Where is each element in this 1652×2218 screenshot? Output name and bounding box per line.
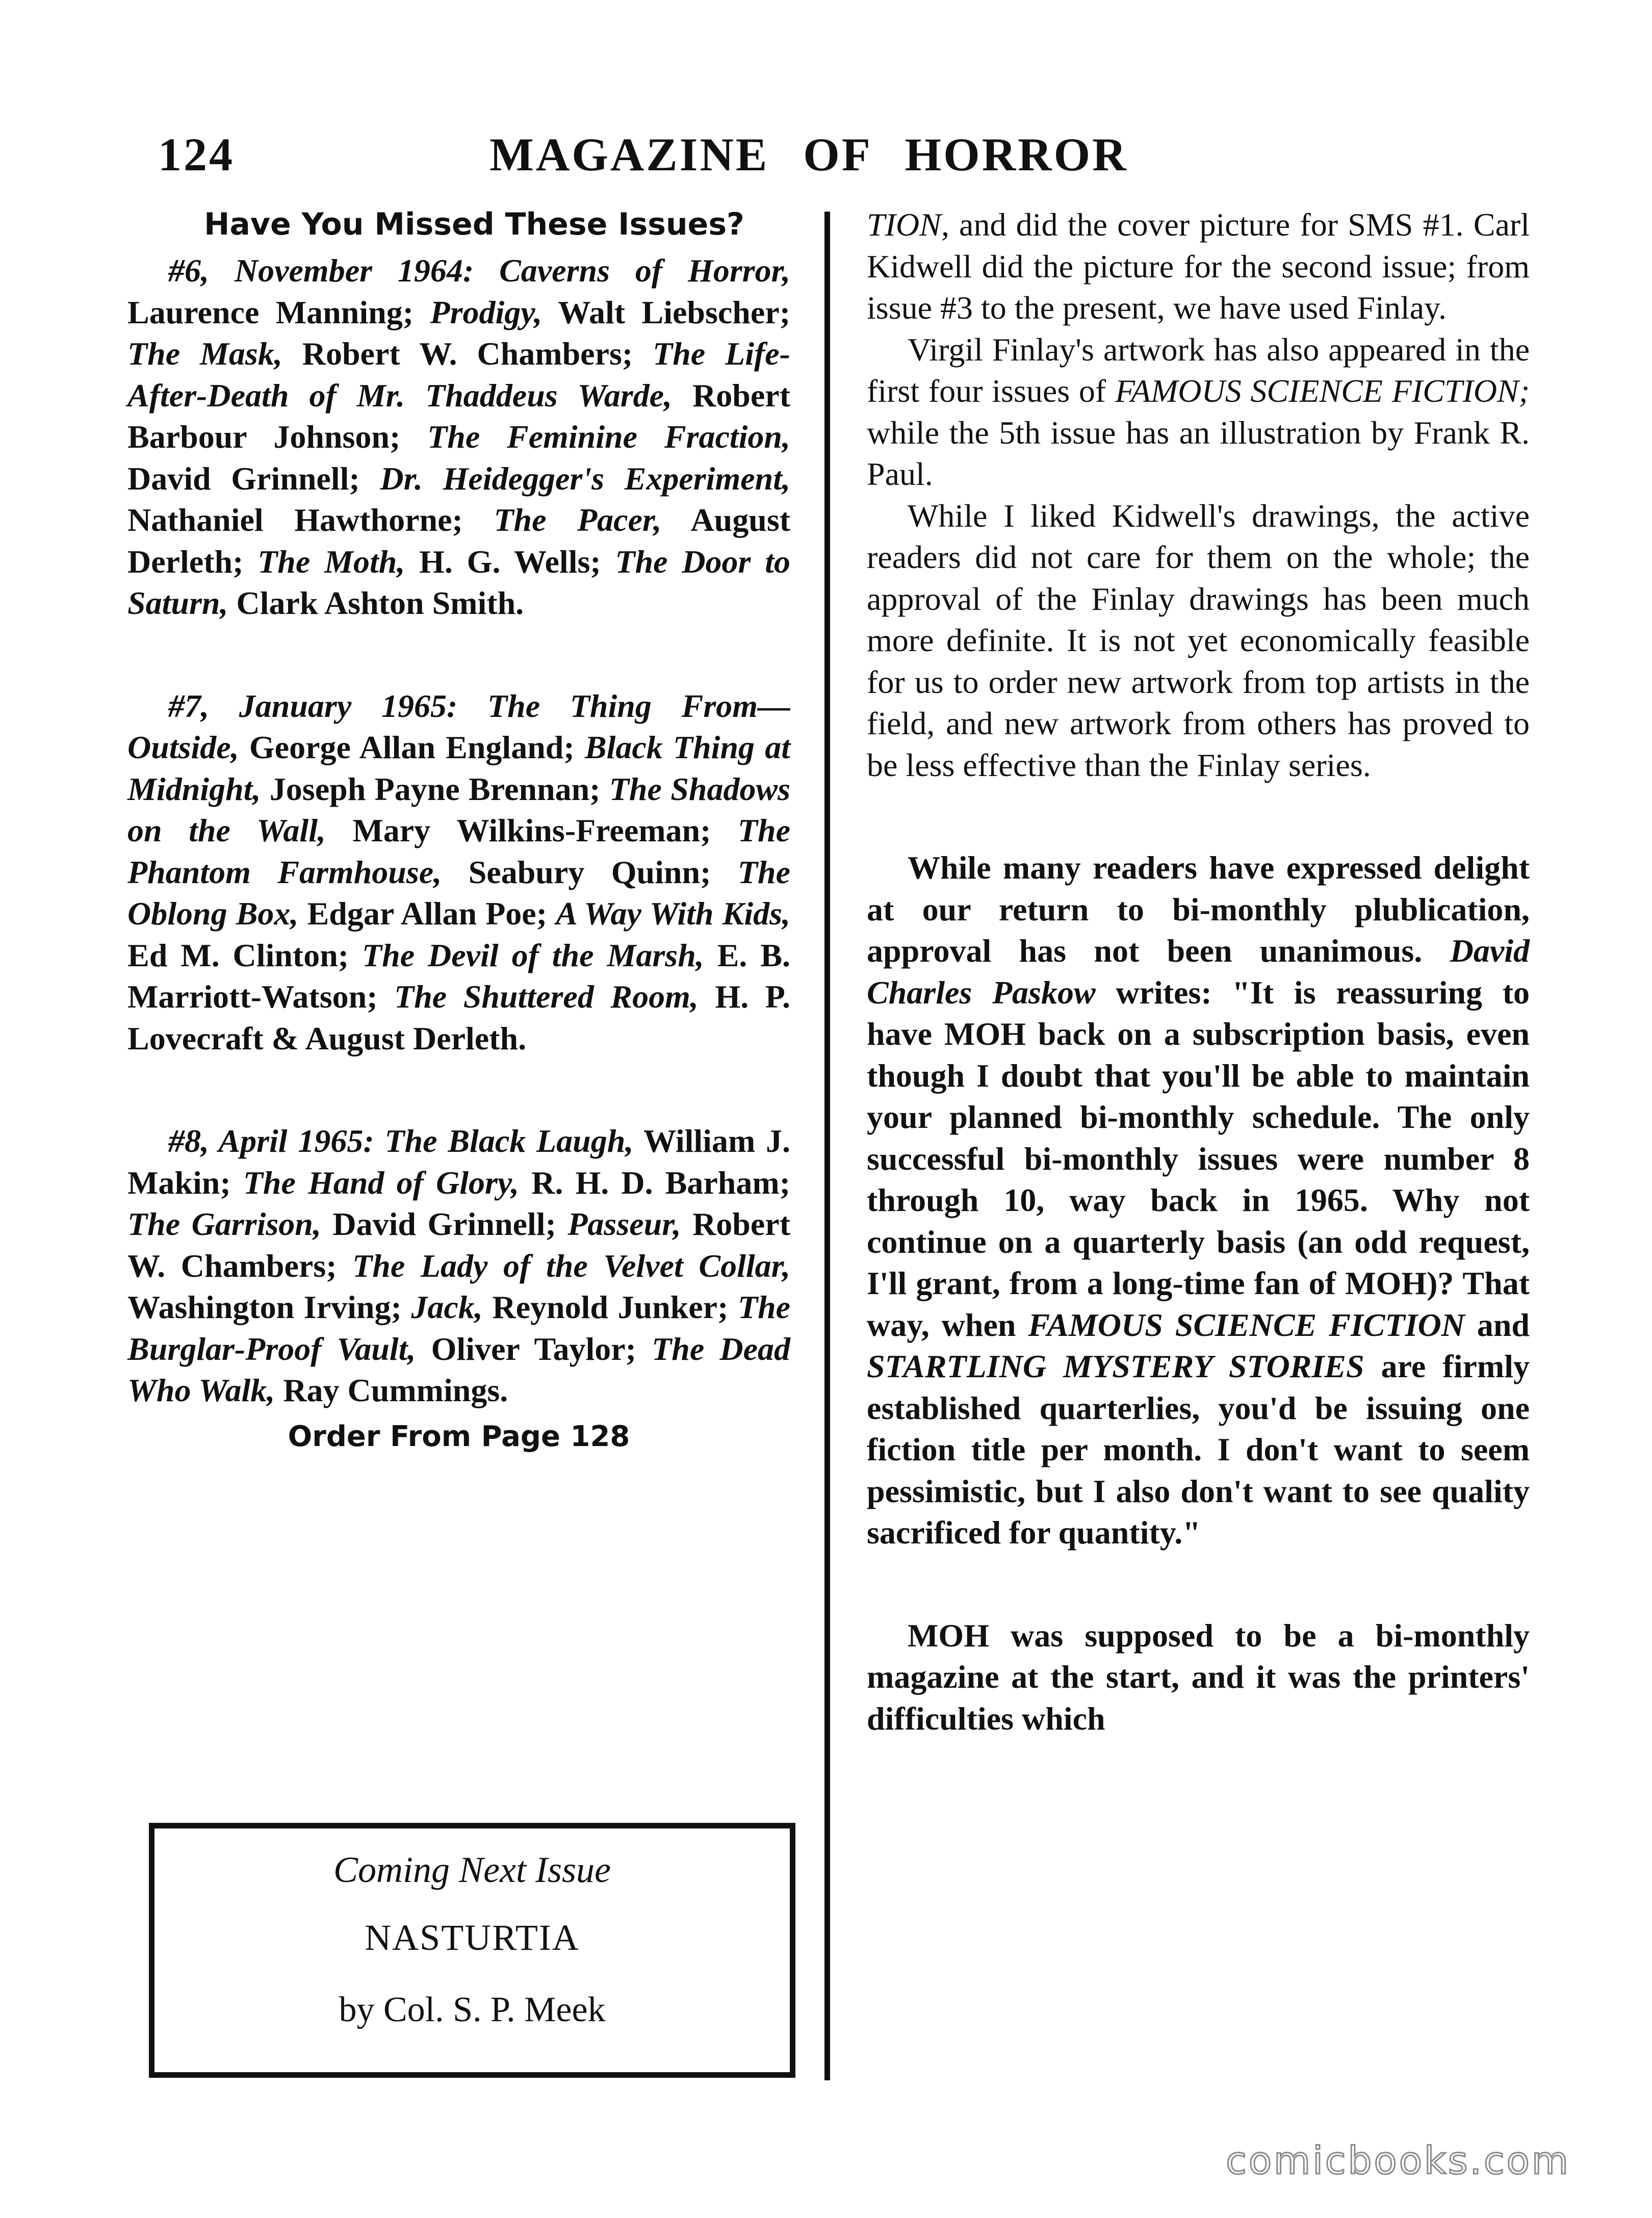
- paragraph-text: writes: "It is reassuring to have MOH back on a subscription basis, even though I doubt that you'll be able to maintain your planned bi-monthly schedule. The only successful bi-monthly issues were number 8 through 10, way back in 1965. Why not continue on a quarterly basis (an odd request, I'll grant, from a long-time fan of MOH)? That way, when: [867, 974, 1530, 1343]
- story-author: Oliver Taylor;: [431, 1330, 636, 1367]
- story-title: The Thing From—Outside,: [127, 687, 791, 765]
- coming-label: Coming Next Issue: [333, 1849, 611, 1890]
- spacer: [867, 1554, 1530, 1615]
- story-title: The Hand of Glory,: [243, 1164, 519, 1201]
- paragraph-text: While I liked Kidwell's drawings, the active readers did not care for them on the whole; the approval of the Finlay drawings has been much more definite. It is not yet economically feasible for us to order new artwork from top artists in the field, and new artwork from others has proved to be less effective than the Finlay series.: [867, 497, 1530, 783]
- story-author: Washington Irving;: [127, 1289, 402, 1325]
- story-author: Joseph Payne Brennan;: [269, 770, 601, 807]
- coming-story-author: by Col. S. P. Meek: [339, 1990, 606, 2029]
- issue-label: #8, April 1965:: [168, 1123, 374, 1159]
- story-title: Passeur,: [567, 1206, 681, 1242]
- story-author: David Grinnell;: [127, 460, 360, 497]
- left-column: [127, 204, 790, 1457]
- story-author: R. H. D. Barham;: [531, 1164, 791, 1201]
- paragraph-text: while the 5th issue has an illustration by Frank R. Paul.: [867, 414, 1530, 492]
- story-author: August Derleth;: [127, 502, 791, 580]
- spacer: [867, 786, 1530, 847]
- story-title: The Door to Saturn,: [127, 543, 790, 621]
- story-title: The Black Laugh,: [384, 1123, 634, 1159]
- story-author: Ed M. Clinton;: [127, 937, 349, 973]
- paragraph-text: Virgil Finlay's artwork has also appeared in the first four issues of: [867, 331, 1530, 409]
- story-title: Black Thing at Midnight,: [127, 729, 791, 807]
- right-column: [867, 204, 1530, 1739]
- story-title: The Oblong Box,: [127, 854, 790, 932]
- story-author: Clark Ashton Smith.: [236, 585, 524, 621]
- story-author: Edgar Allan Poe;: [307, 895, 548, 932]
- story-author: H. P. Lovecraft & August Derleth.: [127, 978, 791, 1056]
- story-title: A Way With Kids,: [556, 895, 791, 932]
- column-divider: [824, 212, 830, 2080]
- issue-label: #6, November 1964:: [168, 252, 474, 289]
- paragraph: [867, 204, 1530, 329]
- story-title: The Burglar-Proof Vault,: [127, 1289, 791, 1367]
- magazine-title: MAGAZINE OF HORROR: [489, 128, 1128, 180]
- story-author: Ray Cummings.: [283, 1372, 508, 1408]
- story-title: The Phantom Farmhouse,: [127, 812, 790, 890]
- story-title: Prodigy,: [430, 294, 543, 330]
- story-title: The Shadows on the Wall,: [127, 770, 791, 848]
- story-author: Mary Wilkins-Freeman;: [352, 812, 711, 848]
- paragraph-text: MOH was supposed to be a bi-monthly magazine at the start, and it was the printers' difficulties which: [867, 1617, 1530, 1737]
- paragraph-text: While many readers have expressed delight at our return to bi-monthly plublication, approval has not been unanimous.: [867, 849, 1530, 969]
- issue-listing: [127, 250, 790, 624]
- letter-writer-name: David Charles Paskow: [867, 933, 1530, 1011]
- paragraph: [867, 329, 1530, 495]
- story-title: The Feminine Fraction,: [427, 419, 790, 455]
- story-title: Caverns of Horror,: [499, 252, 790, 289]
- story-author: Robert Barbour Johnson;: [127, 377, 790, 455]
- issues-list: [127, 250, 790, 1411]
- story-author: H. G. Wells;: [419, 543, 601, 580]
- order-line: Order From Page 128: [288, 1420, 630, 1453]
- story-author: Walt Liebscher;: [558, 294, 791, 330]
- story-author: Laurence Manning;: [127, 294, 414, 330]
- story-title: The Pacer,: [494, 502, 662, 538]
- paragraph: [867, 495, 1530, 786]
- story-title: Jack,: [411, 1289, 483, 1325]
- coming-story-title: NASTURTIA: [365, 1917, 580, 1958]
- paragraph-text: and did the cover picture for SMS #1. Carl Kidwell did the picture for the second issue; from issue #3 to the present, we have used Finlay.: [867, 207, 1530, 326]
- story-author: Seabury Quinn;: [468, 854, 711, 890]
- story-author: George Allan England;: [249, 729, 575, 765]
- story-title: The Moth,: [257, 543, 405, 580]
- page-number: 124: [158, 128, 235, 180]
- italic-text: STARTLING MYSTERY STORIES: [867, 1348, 1364, 1384]
- story-author: Robert W. Chambers;: [127, 1206, 790, 1284]
- story-title: The Devil of the Marsh,: [362, 937, 704, 973]
- story-author: William J. Makin;: [127, 1123, 791, 1201]
- story-title: The Life-After-Death of Mr. Thaddeus Warde,: [127, 336, 790, 414]
- story-author: David Grinnell;: [332, 1206, 556, 1242]
- italic-text: TION,: [867, 207, 949, 243]
- story-title: The Mask,: [127, 336, 282, 372]
- italic-text: FAMOUS SCIENCE FICTION;: [1115, 373, 1530, 409]
- paragraph-text: and: [1464, 1306, 1530, 1343]
- paragraph-text: are firmly established quarterlies, you'd be issuing one fiction title per month. I don't want to seem pessimistic, but I also don't want to see quality sacrificed for quantity.": [867, 1348, 1530, 1551]
- italic-text: FAMOUS SCIENCE FICTION: [1028, 1306, 1465, 1343]
- story-author: E. B. Marriott-Watson;: [127, 937, 791, 1015]
- issue-listing: [127, 1120, 790, 1411]
- story-author: Nathaniel Hawthorne;: [127, 502, 463, 538]
- issue-label: #7, January 1965:: [168, 687, 458, 724]
- issue-listing: [127, 685, 790, 1060]
- coming-next-issue-box: [149, 1823, 795, 2078]
- section-title: Have You Missed These Issues?: [204, 207, 744, 242]
- story-author: Reynold Junker;: [492, 1289, 729, 1325]
- page-header: [158, 127, 1463, 184]
- story-title: The Shuttered Room,: [394, 978, 699, 1015]
- paragraph: [867, 1615, 1530, 1740]
- story-title: The Lady of the Velvet Collar,: [352, 1247, 791, 1284]
- story-title: Dr. Heidegger's Experiment,: [380, 460, 791, 497]
- story-title: The Dead Who Walk,: [127, 1330, 791, 1408]
- story-title: The Garrison,: [127, 1206, 321, 1242]
- watermark: comicbooks.com: [1226, 2139, 1570, 2183]
- story-author: Robert W. Chambers;: [302, 336, 633, 372]
- letter-paragraph: [867, 847, 1530, 1554]
